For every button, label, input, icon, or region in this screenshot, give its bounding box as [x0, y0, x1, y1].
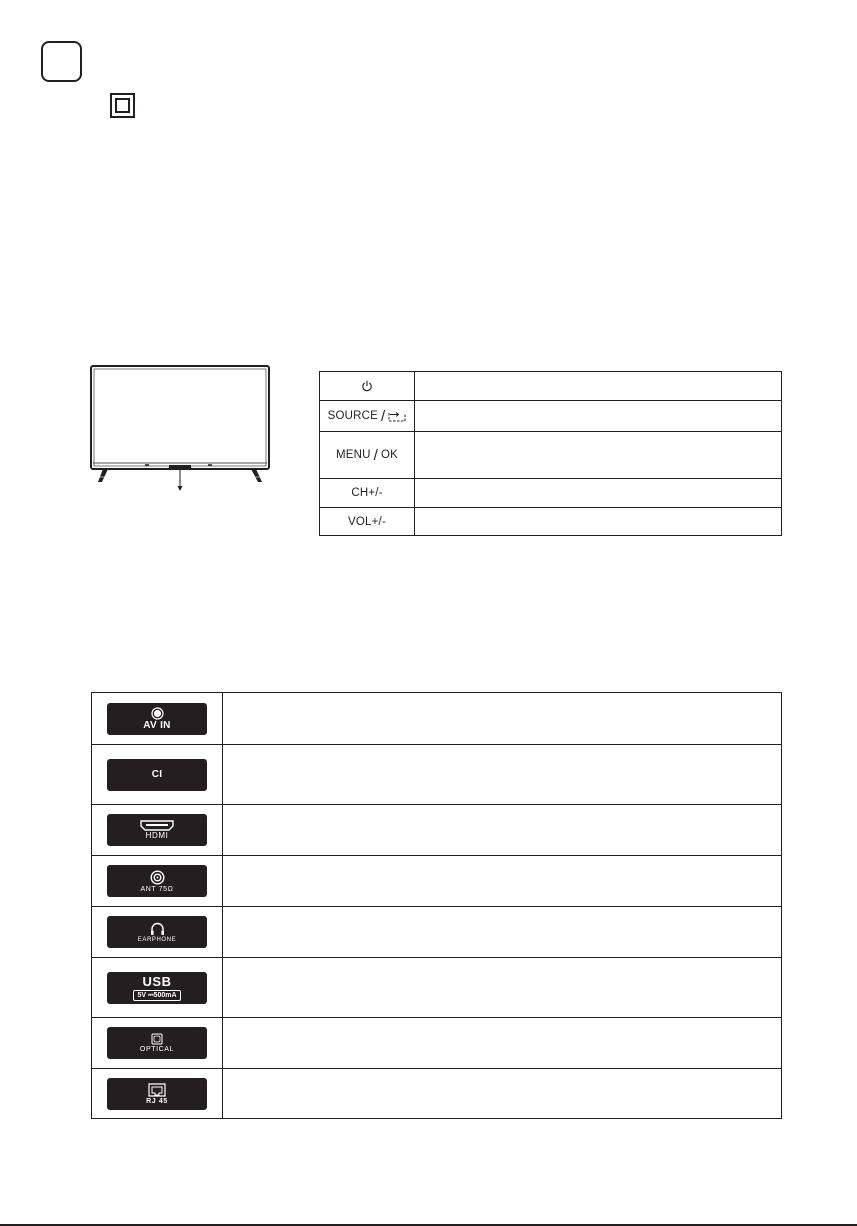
av-in-label: AV IN [143, 719, 171, 731]
table-row [92, 693, 782, 745]
double-insulation-icon [110, 93, 135, 118]
hdmi-port-icon [140, 820, 174, 831]
earphone-badge [107, 916, 207, 948]
channel-key-label: CH+/- [320, 479, 415, 508]
table-row [320, 432, 782, 479]
av-jack-icon [151, 707, 164, 720]
source-key-label: SOURCE [327, 410, 379, 422]
table-row [320, 372, 782, 401]
page-number-tab [41, 41, 82, 82]
ok-key-label: OK [381, 449, 399, 461]
volume-description [415, 508, 782, 536]
menu-description [415, 432, 782, 479]
input-source-icon [388, 409, 406, 423]
table-row [92, 745, 782, 805]
table-row [92, 805, 782, 856]
hdmi-badge [107, 814, 207, 846]
table-row [320, 479, 782, 508]
earphone-label: EARPHONE [137, 936, 177, 943]
usb-description [223, 958, 782, 1018]
usb-badge [107, 972, 207, 1004]
table-row [92, 1018, 782, 1069]
table-row [92, 856, 782, 907]
power-key-cell [320, 372, 415, 401]
rj45-badge [107, 1078, 207, 1110]
antenna-label: ANT 75Ω [140, 885, 174, 893]
front-buttons-table [319, 371, 782, 536]
optical-port-icon [151, 1033, 163, 1045]
usb-power-rating: 5V ⎓500mA [133, 990, 180, 1001]
optical-badge [107, 1027, 207, 1059]
hdmi-label: HDMI [145, 831, 169, 840]
table-row [92, 907, 782, 958]
volume-key-label: VOL+/- [320, 508, 415, 536]
optical-description [223, 1018, 782, 1069]
channel-description [415, 479, 782, 508]
rj45-description [223, 1069, 782, 1119]
ports-table [91, 692, 782, 1119]
hdmi-description [223, 805, 782, 856]
av-in-description [223, 693, 782, 745]
table-row [92, 1069, 782, 1119]
table-row [92, 958, 782, 1018]
rj45-label: RJ 45 [146, 1097, 168, 1105]
ethernet-port-icon [148, 1083, 166, 1097]
source-key-cell: SOURCE / [320, 401, 415, 432]
menu-key-label: MENU [335, 449, 371, 461]
antenna-description [223, 856, 782, 907]
optical-label: OPTICAL [139, 1046, 175, 1053]
ci-label: CI [151, 768, 163, 780]
power-description [415, 372, 782, 401]
ci-description [223, 745, 782, 805]
table-row [320, 508, 782, 536]
usb-label: USB [142, 973, 172, 989]
table-row [320, 401, 782, 432]
source-description [415, 401, 782, 432]
av-in-badge [107, 703, 207, 735]
earphone-description [223, 907, 782, 958]
coax-icon [150, 870, 165, 885]
menu-key-cell: MENU / OK [320, 432, 415, 479]
power-icon [361, 380, 373, 392]
tv-front-illustration [90, 364, 274, 510]
ci-badge [107, 759, 207, 791]
headphone-icon [150, 922, 165, 936]
antenna-badge [107, 865, 207, 897]
